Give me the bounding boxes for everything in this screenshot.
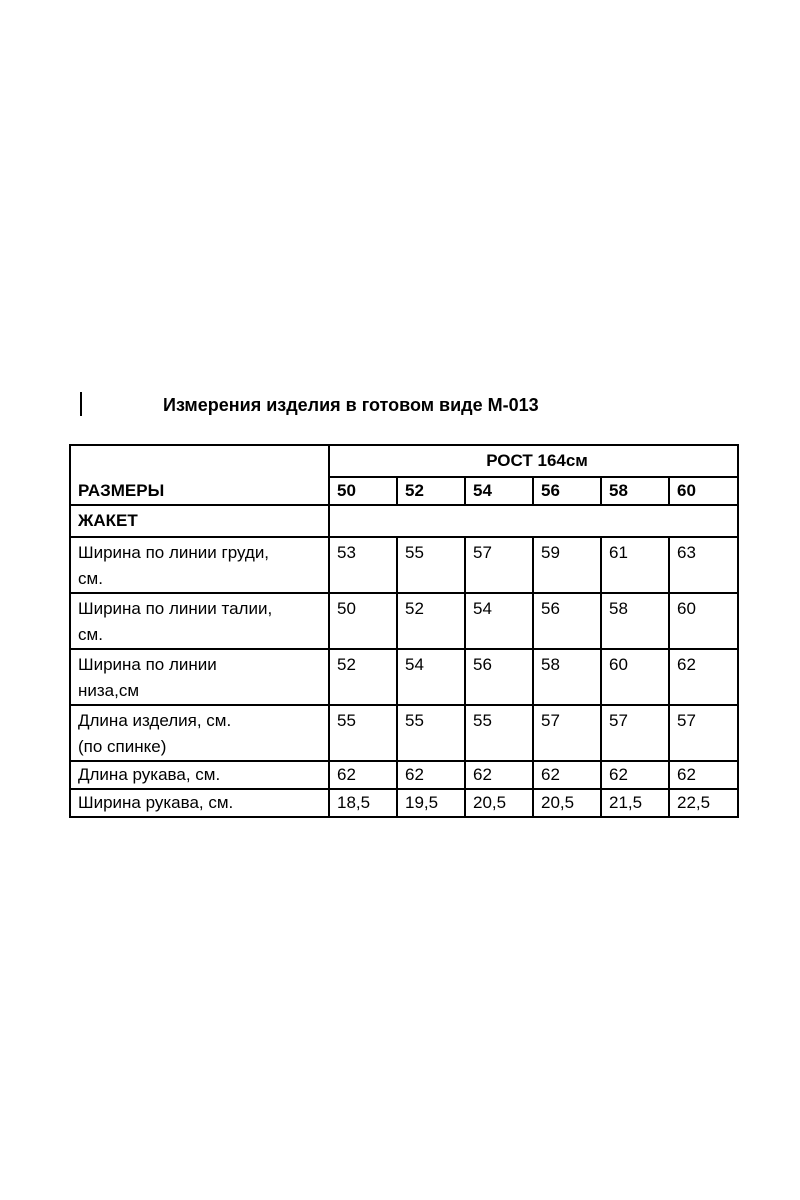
value-cell: 57 [601,705,669,761]
value-cell: 20,5 [465,789,533,817]
value-cell: 62 [533,761,601,789]
section-empty-cell [329,505,738,537]
value-cell: 57 [669,705,738,761]
value-cell: 55 [465,705,533,761]
row-label-cell [70,705,329,761]
value-cell: 62 [329,761,397,789]
table-row [70,761,738,789]
row-label-line2: низа,см [78,681,140,700]
table-row [70,593,738,649]
value-cell: 22,5 [669,789,738,817]
value-cell: 58 [601,593,669,649]
value-cell: 59 [533,537,601,593]
value-cell: 52 [329,649,397,705]
value-cell: 53 [329,537,397,593]
value-cell: 56 [465,649,533,705]
value-cell: 62 [397,761,465,789]
value-cell: 55 [397,705,465,761]
value-cell: 61 [601,537,669,593]
value-cell: 20,5 [533,789,601,817]
size-header-cell: 56 [533,477,601,505]
size-header-cell: 58 [601,477,669,505]
value-cell: 62 [465,761,533,789]
value-cell: 54 [397,649,465,705]
value-cell: 62 [669,649,738,705]
section-label-cell: ЖАКЕТ [70,505,329,537]
value-cell: 60 [601,649,669,705]
row-label-line1: Длина изделия, см. [78,711,232,730]
value-cell: 55 [329,705,397,761]
value-cell: 62 [601,761,669,789]
row-label-cell [70,649,329,705]
table-header-row-height [70,445,738,477]
table-row [70,649,738,705]
value-cell: 60 [669,593,738,649]
value-cell: 18,5 [329,789,397,817]
row-label-line1: Ширина по линии груди, [78,543,270,562]
row-label-line2: см. [78,569,103,588]
value-cell: 54 [465,593,533,649]
table-row [70,537,738,593]
size-header-cell: 50 [329,477,397,505]
table-row [70,789,738,817]
text-cursor-mark [80,392,82,416]
size-measurements-table [69,444,739,818]
value-cell: 63 [669,537,738,593]
size-header-cell: 52 [397,477,465,505]
value-cell: 57 [533,705,601,761]
value-cell: 57 [465,537,533,593]
row-label-line1: Ширина по линии талии, [78,599,273,618]
size-header-cell: 60 [669,477,738,505]
sizes-header-cell [70,445,329,505]
row-label-line1: Ширина по линии [78,655,217,674]
row-label-cell [70,593,329,649]
value-cell: 58 [533,649,601,705]
sizes-label: РАЗМЕРЫ [78,481,165,500]
value-cell: 56 [533,593,601,649]
value-cell: 21,5 [601,789,669,817]
value-cell: 55 [397,537,465,593]
value-cell: 62 [669,761,738,789]
row-label-line2: (по спинке) [78,737,167,756]
value-cell: 50 [329,593,397,649]
table-row [70,705,738,761]
value-cell: 19,5 [397,789,465,817]
row-label-cell [70,537,329,593]
size-header-cell: 54 [465,477,533,505]
document-title: Измерения изделия в готовом виде М-013 [163,395,539,415]
row-label-cell: Ширина рукава, см. [70,789,329,817]
height-header-cell: РОСТ 164см [329,445,738,477]
row-label-cell: Длина рукава, см. [70,761,329,789]
row-label-line2: см. [78,625,103,644]
section-row-jacket [70,505,738,537]
value-cell: 52 [397,593,465,649]
